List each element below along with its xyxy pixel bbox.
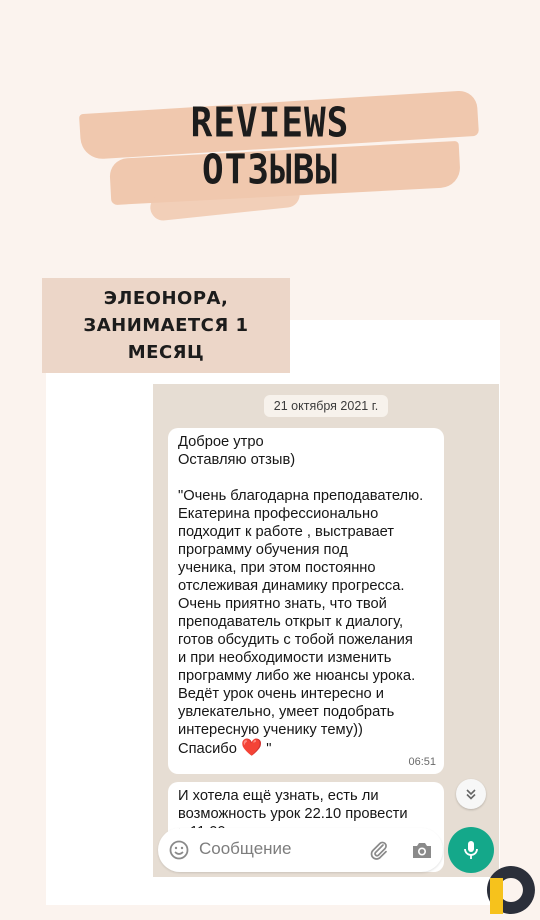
microphone-icon	[462, 839, 480, 861]
emoji-icon[interactable]	[169, 840, 189, 860]
message-input-bar[interactable]	[158, 828, 443, 872]
message-text: Доброе утро Оставляю отзыв) "Очень благодарна преподавателю. Екатерина профессионально подходит к работе , выстравает программу обучения под ученика, при этом постоянно отслеживая динамику прогресса. Очень приятно знать, что твой преподаватель открыт к диалогу, готов обсудить с тобой пожелания и при необходимости изменить программу либо же нюансы урока. Ведёт урок очень интересно и увлекательно, умеет подобрать интересную ученику тему)) Спасибо	[178, 434, 424, 757]
reviewer-label	[42, 278, 290, 373]
reviewer-duration-line2: МЕСЯЦ	[127, 342, 205, 363]
paperclip-icon[interactable]	[368, 839, 390, 861]
message-bubble[interactable]	[168, 428, 444, 774]
scroll-down-button[interactable]	[456, 779, 486, 809]
message-tail: "	[262, 741, 272, 757]
chevron-double-down-icon	[464, 787, 478, 801]
date-chip: 21 октября 2021 г.	[264, 395, 388, 417]
message-input-placeholder[interactable]: Сообщение	[199, 839, 292, 858]
message-time: 06:51	[408, 756, 436, 768]
reviewer-duration-line1: ЗАНИМАЕТСЯ 1	[83, 315, 249, 336]
brand-logo-icon	[486, 864, 536, 916]
title-english: REVIEWS	[190, 99, 350, 148]
message-text-second: И хотела ещё узнать, есть ли возможность урок 22.10 провести	[178, 788, 408, 822]
reviewer-name: ЭЛЕОНОРА,	[103, 288, 229, 309]
chat-screen	[153, 384, 499, 877]
camera-icon[interactable]	[411, 840, 433, 860]
title-russian: ОТЗЫВЫ	[201, 146, 339, 195]
heart-emoji: ❤️	[240, 738, 263, 757]
